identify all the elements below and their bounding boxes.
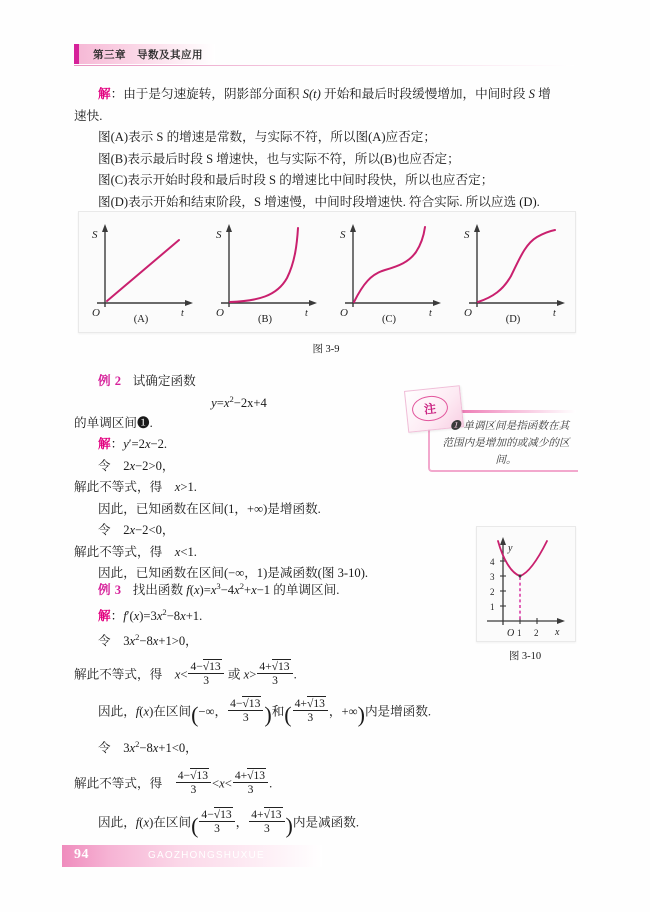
solution-line-1d: S <box>528 87 535 101</box>
svg-text:O: O <box>464 307 472 319</box>
solution-line-2: 速快. <box>74 108 103 123</box>
eq2-eq: = <box>216 395 224 410</box>
ex3-or-word-1: 或 <box>227 667 241 682</box>
graph-d-caption: (D) <box>505 314 521 325</box>
graph-b-caption: (B) <box>258 314 272 325</box>
graph-a-caption: (A) <box>133 314 149 325</box>
frac-plus-3: $\frac{4+√13}{3}$ <box>233 769 268 796</box>
example-3-conclusion-2: 因此，f(x)在区间( $\frac{4-√13}{3}$ ， $\frac{4+√13}{3}$ )内是减函数. <box>98 807 359 838</box>
svg-text:t: t <box>181 308 184 319</box>
frac-minus-1: $\frac{4-√13}{3}$ <box>188 660 223 687</box>
graph-panel-c <box>327 212 451 332</box>
example-3-heading <box>74 576 474 601</box>
example-3-ling-1: 令 $3x^2-8x+1>0$， <box>98 632 198 649</box>
svg-text:S: S <box>92 229 98 241</box>
example-2-label: 例 2 <box>98 374 122 388</box>
example-3-ling-2: 令 $3x^2-8x+1<0$， <box>98 739 198 756</box>
page-number: 94 <box>74 847 89 862</box>
example-2-equation <box>74 394 404 411</box>
note-text-line-2: 范围内是增加的或减少的区间。 <box>442 438 570 466</box>
figure-3-9 <box>78 211 576 333</box>
eq2-x: x <box>223 395 230 410</box>
page-footer <box>62 845 322 867</box>
example-2-prompt: 试确定函数 <box>132 374 196 388</box>
example-2-line-5: 令 2x−2<0， <box>98 523 175 538</box>
solution-bullet-b: 图(B)表示最后时段 S 增速快，也与实际不符，所以(B)也应否定； <box>98 151 460 166</box>
svg-text:O: O <box>507 628 515 639</box>
solution-label: 解 <box>98 87 111 101</box>
eq2-lhs: y <box>211 395 217 410</box>
ex2-derivative: ：y′=2x−2. <box>110 437 168 452</box>
graph-panel-d <box>451 212 575 332</box>
svg-text:t: t <box>429 308 432 319</box>
example-3-conclusion-1: 因此，f(x)在区间(−∞， $\frac{4-√13}{3}$ )和( $\frac{4+√13}{3}$ ，+∞)内是增函数. <box>98 697 432 728</box>
running-header <box>74 44 574 66</box>
ex3-solution-label: 解 <box>98 608 111 623</box>
frac-plus-4: $\frac{4+√13}{3}$ <box>249 808 284 835</box>
svg-text:t: t <box>553 308 556 319</box>
frac-minus-3: $\frac{4-√13}{3}$ <box>176 769 211 796</box>
solution-bullet-d: 图(D)表示开始和结束阶段，S 增速慢，中间时段增速快. 符合实际. 所以应选 (D). <box>98 194 540 209</box>
example-2-after-equation: 的单调区间❶. <box>74 415 153 430</box>
solution-line-1c: 开始和最后时段缓慢增加，中间时段 <box>320 87 529 101</box>
example-2-line-7: 因此，已知函数在区间(−∞，1)是减函数(图 3-10). <box>98 566 369 581</box>
svg-text:2: 2 <box>534 628 539 638</box>
svg-text:t: t <box>305 308 308 319</box>
figure-3-10-caption: 图 3-10 <box>508 651 542 662</box>
example-2-line-3: 解此不等式，得 x>1. <box>74 480 197 495</box>
svg-text:1: 1 <box>490 602 495 612</box>
header-chip <box>79 44 215 64</box>
svg-text:O: O <box>340 307 348 319</box>
svg-text:S: S <box>464 229 470 241</box>
solution-block <box>74 84 574 213</box>
note-callout <box>406 388 576 474</box>
header-tab <box>74 44 215 64</box>
eq2-rest: −2x+4 <box>233 395 267 410</box>
note-tag-label: 注 <box>423 401 437 417</box>
footer-watermark: GAOZHONGSHUXUE <box>148 850 265 861</box>
header-rule <box>74 65 574 66</box>
solution-line-1a: ：由于是匀速旋转，阴影部分面积 <box>110 87 303 101</box>
frac-plus-1: $\frac{4+√13}{3}$ <box>257 660 292 687</box>
graph-c-caption: (C) <box>382 314 396 325</box>
example-2-line-6: 解此不等式，得 x<1. <box>74 544 197 559</box>
example-3-solve-2: 解此不等式，得 $\frac{4-√13}{3}$ <x< $\frac{4+√13}{3}$ . <box>74 768 273 796</box>
svg-text:1: 1 <box>517 628 522 638</box>
solution-line-1b: S(t) <box>302 87 321 101</box>
graph-panel-a <box>79 212 203 332</box>
note-text-line-1: ❶ 单调区间是指函数在其 <box>450 421 570 432</box>
svg-text:x: x <box>555 627 560 638</box>
svg-text:O: O <box>216 307 224 319</box>
example-3-block <box>74 576 474 836</box>
example-2-line-2: 令 2x−2>0， <box>98 458 175 473</box>
figure-3-10-svg <box>477 527 575 641</box>
svg-text:S: S <box>216 229 222 241</box>
graph-panel-b <box>203 212 327 332</box>
ex2-solution-label: 解 <box>98 437 111 452</box>
svg-text:2: 2 <box>490 587 495 597</box>
frac-minus-4: $\frac{4-√13}{3}$ <box>199 808 234 835</box>
ex3-derivative: ：$f'(x)=3x^2-8x+1$. <box>110 606 203 623</box>
eq2-pow: 2 <box>229 393 234 404</box>
frac-minus-2: $\frac{4-√13}{3}$ <box>228 697 263 724</box>
solution-line-1 <box>74 84 574 105</box>
svg-text:y: y <box>508 543 513 554</box>
example-3-solve-1: 解此不等式，得 x< $\frac{4-√13}{3}$ 或 x> $\frac{4+√13}{3}$ . <box>74 660 297 688</box>
svg-text:4: 4 <box>490 557 495 567</box>
solution-bullet-a: 图(A)表示 S 的增速是常数，与实际不符，所以图(A)应否定； <box>98 130 436 144</box>
chapter-title: 第三章 导数及其应用 <box>93 49 203 61</box>
svg-text:S: S <box>340 229 346 241</box>
svg-text:O: O <box>92 307 100 319</box>
figure-3-10 <box>476 526 576 642</box>
example-2-heading <box>74 371 404 392</box>
example-3-prompt: 找出函数 $f(x)=x^3-4x^2+x-1$ 的单调区间. <box>132 581 340 598</box>
example-2-line-4: 因此，已知函数在区间(1，+∞)是增函数. <box>98 501 321 516</box>
example-2-block <box>74 371 404 585</box>
svg-text:3: 3 <box>490 572 495 582</box>
solution-bullet-c: 图(C)表示开始时段和最后时段 S 的增速比中间时段快，所以也应否定； <box>98 173 494 187</box>
example-3-label: 例 3 <box>98 583 122 598</box>
figure-3-9-caption: 图 3-9 <box>312 344 340 355</box>
note-text <box>436 418 576 469</box>
frac-plus-2: $\frac{4+√13}{3}$ <box>293 697 328 724</box>
example-2-line-1 <box>74 434 404 455</box>
solution-line-1e: 增 <box>534 87 551 101</box>
example-3-derivative-line <box>74 602 474 627</box>
